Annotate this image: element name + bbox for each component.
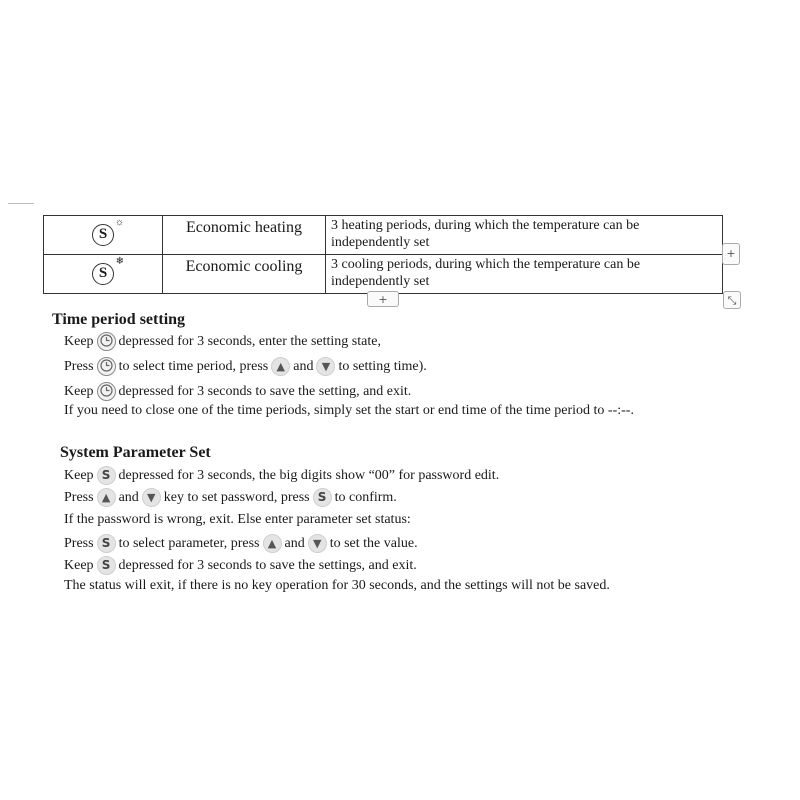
table-row	[44, 216, 723, 255]
add-row-button[interactable]: +	[367, 291, 399, 307]
economic-heating-icon: S ☼	[92, 224, 114, 246]
clock-key-icon	[97, 357, 116, 376]
add-column-button[interactable]: +	[722, 243, 740, 265]
economic-cooling-icon: S ❄	[92, 263, 114, 285]
system-line-3: If the password is wrong, exit. Else enter parameter set status:	[64, 512, 411, 527]
table-row	[44, 255, 723, 294]
margin-mark	[8, 203, 34, 204]
mode-description: 3 heating periods, during which the temperature can be independently set	[326, 216, 723, 255]
s-key-icon: S	[97, 466, 116, 485]
snowflake-icon: ❄	[115, 256, 124, 267]
system-line-6: The status will exit, if there is no key operation for 30 seconds, and the settings will not be saved.	[64, 578, 610, 593]
mode-icon-cell	[44, 216, 163, 255]
mode-description: 3 cooling periods, during which the temperature can be independently set	[326, 255, 723, 294]
system-line-1: Keep S depressed for 3 seconds, the big digits show “00” for password edit.	[64, 466, 499, 485]
system-line-4: Press S to select parameter, press ▲ and ▼ to set the value.	[64, 534, 418, 553]
up-key-icon: ▲	[263, 534, 282, 553]
time-period-line-4: If you need to close one of the time periods, simply set the start or end time of the time period to --:--.	[64, 403, 634, 418]
up-key-icon: ▲	[271, 357, 290, 376]
clock-key-icon	[97, 382, 116, 401]
sun-icon: ☼	[114, 217, 124, 228]
s-key-icon: S	[313, 488, 332, 507]
clock-key-icon	[97, 332, 116, 351]
mode-name: Economic cooling	[163, 255, 326, 294]
time-period-heading: Time period setting	[52, 311, 186, 328]
table-resize-handle-icon[interactable]: ⤡	[723, 291, 741, 309]
system-parameter-heading: System Parameter Set	[60, 444, 211, 461]
system-line-5: Keep S depressed for 3 seconds to save the settings, and exit.	[64, 556, 417, 575]
time-period-line-2: Press to select time period, press ▲ and ▼ to setting time).	[64, 357, 427, 376]
down-key-icon: ▼	[316, 357, 335, 376]
s-key-icon: S	[97, 556, 116, 575]
system-line-2: Press ▲ and ▼ key to set password, press S to confirm.	[64, 488, 397, 507]
time-period-line-3: Keep depressed for 3 seconds to save the setting, and exit.	[64, 382, 411, 401]
s-key-icon: S	[97, 534, 116, 553]
down-key-icon: ▼	[142, 488, 161, 507]
mode-icon-cell	[44, 255, 163, 294]
down-key-icon: ▼	[308, 534, 327, 553]
up-key-icon: ▲	[97, 488, 116, 507]
time-period-line-1: Keep depressed for 3 seconds, enter the setting state,	[64, 332, 381, 351]
mode-table	[43, 215, 723, 294]
mode-name: Economic heating	[163, 216, 326, 255]
